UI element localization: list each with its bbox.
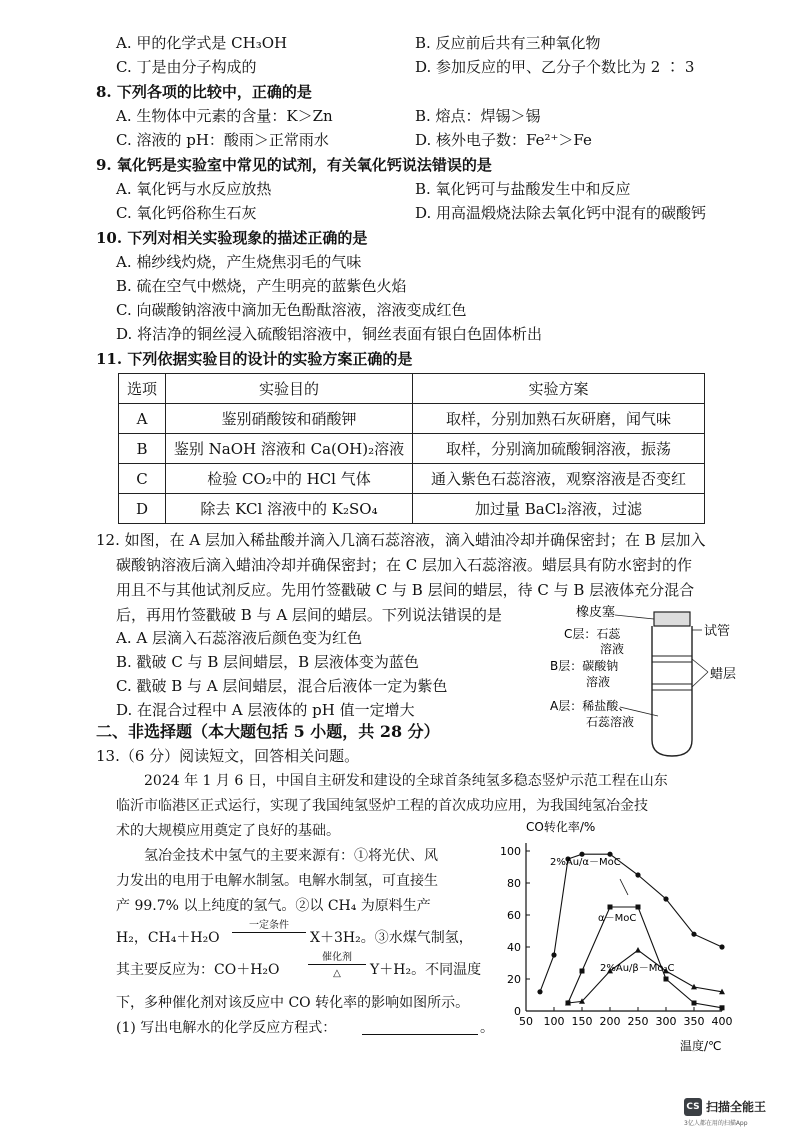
q13-stem: 13.（6 分）阅读短文，回答相关问题。 xyxy=(96,747,360,765)
table-cell: B xyxy=(119,434,166,464)
y-axis-label: CO转化率/% xyxy=(526,820,596,834)
x-tick-label: 300 xyxy=(655,1015,677,1028)
q13-para1-line1: 2024 年 1 月 6 日，中国自主研发和建设的全球首条纯氢多稳态竖炉示范工程在山东 xyxy=(144,773,668,789)
y-tick-label: 40 xyxy=(507,941,521,954)
q13-eq2-left: 其主要反应为：CO＋H₂O xyxy=(116,962,280,978)
table-row xyxy=(119,434,705,464)
data-point xyxy=(608,905,613,910)
data-point xyxy=(551,952,556,957)
q12-line-1: 12. 如图，在 A 层加入稀盐酸并滴入几滴石蕊溶液，滴入蜡油冷却并确保密封；在 B 层加入 xyxy=(96,531,706,549)
data-point xyxy=(692,1001,697,1006)
q13-eq2-condition: 催化剂 xyxy=(308,952,366,965)
camscanner-tagline: 3亿人都在用的扫描App xyxy=(684,1120,748,1127)
data-point xyxy=(537,989,542,994)
y-tick-label: 20 xyxy=(507,973,521,986)
data-point xyxy=(720,1005,725,1010)
q13-para2-line6: 下，多种催化剂对该反应中 CO 转化率的影响如图所示。 xyxy=(116,995,470,1011)
table-header: 实验目的 xyxy=(166,374,413,404)
table-cell: 通入紫色石蕊溶液，观察溶液是否变红 xyxy=(413,464,705,494)
q13-para2-line2: 力发出的电用于电解水制氢。电解水制氢，可直接生 xyxy=(116,873,438,889)
data-point xyxy=(664,977,669,982)
x-tick-label: 150 xyxy=(571,1015,593,1028)
q8-stem: 8. 下列各项的比较中，正确的是 xyxy=(96,83,312,101)
camscanner-logo: CS xyxy=(684,1098,702,1116)
table-cell: 加过量 BaCl₂溶液，过滤 xyxy=(413,494,705,524)
q9-option-d: D. 用高温煅烧法除去氧化钙中混有的碳酸钙 xyxy=(415,204,707,222)
q12-option-c: C. 戳破 B 与 A 层间蜡层，混合后液体一定为紫色 xyxy=(116,677,448,695)
q10-stem: 10. 下列对相关实验现象的描述正确的是 xyxy=(96,229,368,247)
q12-line-2: 碳酸钠溶液后滴入蜡油冷却并确保密封；在 C 层加入石蕊溶液。蜡层具有防水密封的作 xyxy=(116,556,693,574)
answer-blank[interactable] xyxy=(362,1034,478,1035)
table-cell: C xyxy=(119,464,166,494)
table-row xyxy=(119,404,705,434)
series-label: 2%Au/β－Mo₂C xyxy=(600,963,675,974)
camscanner-name: 扫描全能王 xyxy=(706,1100,767,1114)
table-header: 选项 xyxy=(119,374,166,404)
q9-option-b: B. 氧化钙可与盐酸发生中和反应 xyxy=(415,180,631,198)
q10-option-a: A. 棉纱线灼烧，产生烧焦羽毛的气味 xyxy=(116,253,362,271)
label-tube: 试管 xyxy=(704,624,731,639)
y-tick-label: 100 xyxy=(500,845,521,858)
q13-para2-line1: 氢冶金技术中氢气的主要来源有：①将光伏、风 xyxy=(144,848,438,864)
label-stopper: 橡皮塞 xyxy=(576,605,616,620)
table-row xyxy=(119,464,705,494)
label-layer-a: A层：稀盐酸、 xyxy=(550,699,631,713)
q13-eq2-heat: △ xyxy=(333,968,341,979)
q13-para1-line3: 术的大规模应用奠定了良好的基础。 xyxy=(116,823,340,839)
table-cell: 鉴别 NaOH 溶液和 Ca(OH)₂溶液 xyxy=(166,434,413,464)
q8-option-d: D. 核外电子数：Fe²⁺＞Fe xyxy=(415,131,592,149)
label-leader xyxy=(620,879,628,895)
q11-table xyxy=(118,373,705,524)
x-tick-label: 100 xyxy=(543,1015,565,1028)
series-line xyxy=(568,950,722,1003)
q12-option-b: B. 戳破 C 与 B 层间蜡层，B 层液体变为蓝色 xyxy=(116,653,419,671)
table-cell: A xyxy=(119,404,166,434)
q7-option-d: D. 参加反应的甲、乙分子个数比为 2 ∶ 3 xyxy=(415,58,695,76)
q13-eq1-right: X＋3H₂。③水煤气制氢， xyxy=(310,930,473,946)
q8-option-c: C. 溶液的 pH：酸雨＞正常雨水 xyxy=(116,131,329,149)
x-axis-label: 温度/℃ xyxy=(680,1039,722,1053)
label-layer-a-2: 石蕊溶液 xyxy=(586,715,635,729)
y-tick-label: 80 xyxy=(507,877,521,890)
stopper xyxy=(654,612,690,626)
data-point xyxy=(635,872,640,877)
q10-option-c: C. 向碳酸钠溶液中滴加无色酚酞溶液，溶液变成红色 xyxy=(116,301,467,319)
q13-question-1: (1) 写出电解水的化学反应方程式： xyxy=(116,1020,337,1036)
q7-option-b: B. 反应前后共有三种氧化物 xyxy=(415,34,601,52)
q13-para1-line2: 临沂市临港区正式运行，实现了我国纯氢竖炉工程的首次成功应用，为我国纯氢冶金技 xyxy=(116,798,648,814)
q12-line-4: 后，再用竹签戳破 B 与 A 层间的蜡层。下列说法错误的是 xyxy=(116,606,502,624)
table-cell: 取样，分别加熟石灰研磨，闻气味 xyxy=(413,404,705,434)
x-tick-label: 50 xyxy=(519,1015,533,1028)
data-point xyxy=(719,944,724,949)
series-line xyxy=(568,907,722,1008)
test-tube-diagram xyxy=(540,600,780,770)
label-layer-b-2: 溶液 xyxy=(586,675,611,689)
data-point xyxy=(636,905,641,910)
series-label: α－MoC xyxy=(598,913,637,924)
y-tick-label: 0 xyxy=(514,1005,521,1018)
data-point xyxy=(635,947,641,953)
table-row xyxy=(119,494,705,524)
q9-option-c: C. 氧化钙俗称生石灰 xyxy=(116,204,257,222)
q13-eq2-right: Y＋H₂。不同温度 xyxy=(370,962,482,978)
y-tick-label: 60 xyxy=(507,909,521,922)
table-header: 实验方案 xyxy=(413,374,705,404)
tube-outline xyxy=(652,626,692,756)
q12-option-a: A. A 层滴入石蕊溶液后颜色变为红色 xyxy=(116,629,362,647)
table-cell: 检验 CO₂中的 HCl 气体 xyxy=(166,464,413,494)
co-conversion-chart xyxy=(490,815,740,1053)
data-point xyxy=(663,896,668,901)
data-point xyxy=(580,969,585,974)
x-tick-label: 400 xyxy=(711,1015,733,1028)
q11-stem: 11. 下列依据实验目的设计的实验方案正确的是 xyxy=(96,350,413,368)
q7-option-c: C. 丁是由分子构成的 xyxy=(116,58,257,76)
data-point xyxy=(691,984,697,990)
table-cell: D xyxy=(119,494,166,524)
x-tick-label: 200 xyxy=(599,1015,621,1028)
data-point xyxy=(691,932,696,937)
q10-option-b: B. 硫在空气中燃烧，产生明亮的蓝紫色火焰 xyxy=(116,277,407,295)
x-tick-label: 350 xyxy=(683,1015,705,1028)
x-tick-label: 250 xyxy=(627,1015,649,1028)
q12-line-3: 用且不与其他试剂反应。先用竹签戳破 C 与 B 层间的蜡层，待 C 与 B 层液体充分混合 xyxy=(116,581,695,599)
label-wax: 蜡层 xyxy=(710,667,737,682)
q13-question-1-end: 。 xyxy=(480,1020,494,1036)
q13-eq1-left: H₂，CH₄＋H₂O xyxy=(116,930,220,946)
q10-option-d: D. 将洁净的铜丝浸入硫酸铝溶液中，铜丝表面有银白色固体析出 xyxy=(116,325,543,343)
table-cell: 除去 KCl 溶液中的 K₂SO₄ xyxy=(166,494,413,524)
q7-option-a: A. 甲的化学式是 CH₃OH xyxy=(116,34,288,52)
table-cell: 取样，分别滴加硫酸铜溶液，振荡 xyxy=(413,434,705,464)
label-layer-b: B层：碳酸钠 xyxy=(550,659,619,673)
q13-eq1-condition: 一定条件 xyxy=(232,920,306,933)
q8-option-b: B. 熔点：焊锡＞锡 xyxy=(415,107,541,125)
label-layer-c-2: 溶液 xyxy=(600,642,625,656)
q13-para2-line3: 产 99.7% 以上纯度的氢气。②以 CH₄ 为原料生产 xyxy=(116,898,431,914)
q9-stem: 9. 氧化钙是实验室中常见的试剂，有关氧化钙说法错误的是 xyxy=(96,156,492,174)
label-layer-c: C层：石蕊 xyxy=(564,627,621,641)
q8-option-a: A. 生物体中元素的含量：K＞Zn xyxy=(116,107,333,125)
table-header-row xyxy=(119,374,705,404)
table-cell: 鉴别硝酸铵和硝酸钾 xyxy=(166,404,413,434)
section-title: 二、非选择题（本大题包括 5 小题，共 28 分） xyxy=(96,722,440,741)
series-label: 2%Au/α－MoC xyxy=(550,857,621,868)
q12-option-d: D. 在混合过程中 A 层液体的 pH 值一定增大 xyxy=(116,701,415,719)
q9-option-a: A. 氧化钙与水反应放热 xyxy=(116,180,272,198)
